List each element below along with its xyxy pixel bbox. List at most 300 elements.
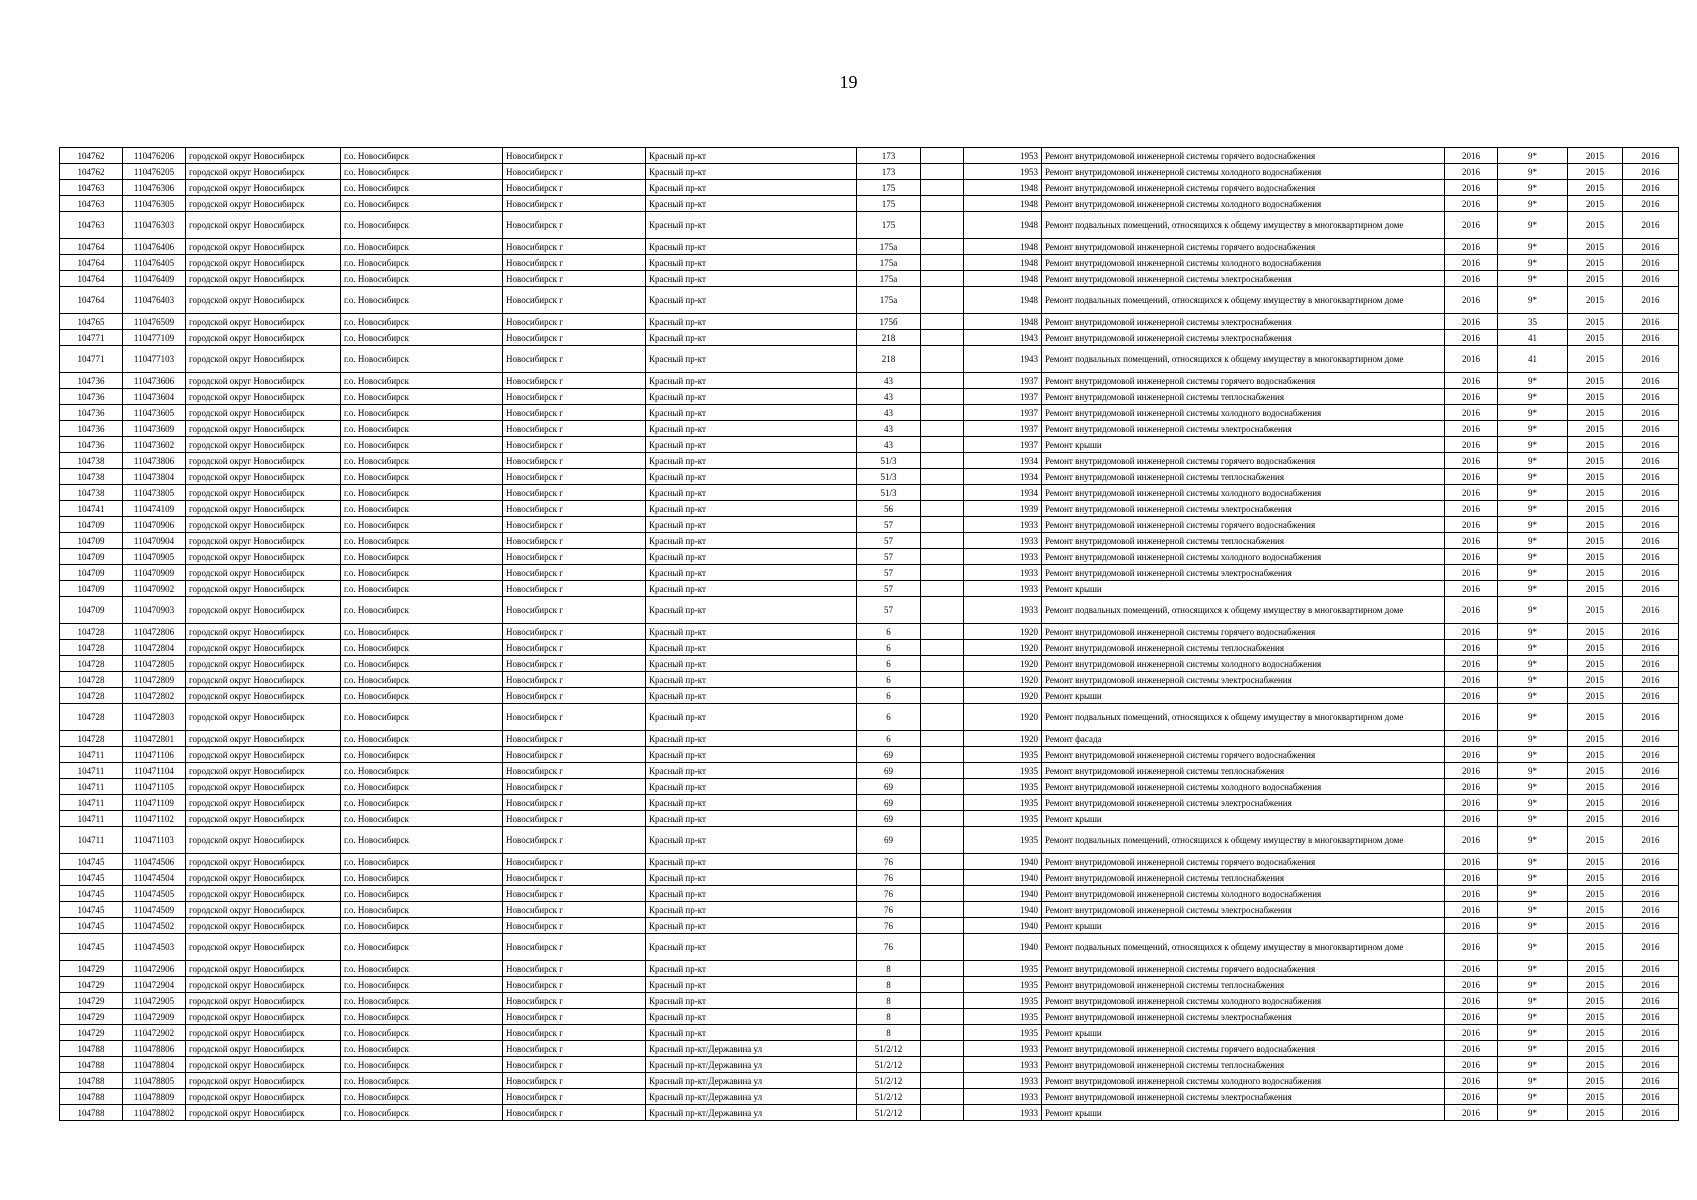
cell-street: Красный пр-кт bbox=[646, 533, 857, 549]
cell-work-id: 110473806 bbox=[123, 453, 186, 469]
cell-building bbox=[921, 779, 964, 795]
cell-building bbox=[921, 870, 964, 886]
cell-municipality: г.о. Новосибирск bbox=[341, 1057, 503, 1073]
cell-work-type: Ремонт внутридомовой инженерной системы холодного водоснабжения bbox=[1042, 405, 1445, 421]
cell-district: городской округ Новосибирск bbox=[186, 597, 341, 624]
cell-plan-year: 2016 bbox=[1445, 918, 1498, 934]
cell-work-id: 110473804 bbox=[123, 469, 186, 485]
cell-start-year: 2015 bbox=[1568, 565, 1623, 581]
cell-house-number: 57 bbox=[857, 581, 921, 597]
cell-start-year: 2015 bbox=[1568, 517, 1623, 533]
cell-priority: 9* bbox=[1498, 1041, 1568, 1057]
cell-work-type: Ремонт внутридомовой инженерной системы электроснабжения bbox=[1042, 565, 1445, 581]
cell-district: городской округ Новосибирск bbox=[186, 688, 341, 704]
cell-start-year: 2015 bbox=[1568, 1041, 1623, 1057]
cell-priority: 9* bbox=[1498, 779, 1568, 795]
cell-district: городской округ Новосибирск bbox=[186, 1073, 341, 1089]
table-row bbox=[60, 533, 1679, 549]
cell-settlement: Новосибирск г bbox=[503, 624, 646, 640]
cell-street: Красный пр-кт bbox=[646, 731, 857, 747]
cell-work-id: 110472909 bbox=[123, 1009, 186, 1025]
table-row bbox=[60, 581, 1679, 597]
cell-house-number: 57 bbox=[857, 517, 921, 533]
cell-municipality: г.о. Новосибирск bbox=[341, 918, 503, 934]
cell-municipality: г.о. Новосибирск bbox=[341, 346, 503, 373]
cell-municipality: г.о. Новосибирск bbox=[341, 688, 503, 704]
cell-street: Красный пр-кт bbox=[646, 405, 857, 421]
cell-priority: 9* bbox=[1498, 886, 1568, 902]
cell-house-id: 104711 bbox=[60, 795, 123, 811]
cell-house-number: 218 bbox=[857, 330, 921, 346]
cell-start-year: 2015 bbox=[1568, 453, 1623, 469]
table-row bbox=[60, 373, 1679, 389]
cell-plan-year: 2016 bbox=[1445, 148, 1498, 164]
cell-district: городской округ Новосибирск bbox=[186, 271, 341, 287]
cell-end-year: 2016 bbox=[1623, 902, 1679, 918]
cell-street: Красный пр-кт bbox=[646, 795, 857, 811]
cell-end-year: 2016 bbox=[1623, 1105, 1679, 1121]
table-row bbox=[60, 731, 1679, 747]
cell-work-type: Ремонт внутридомовой инженерной системы холодного водоснабжения bbox=[1042, 485, 1445, 501]
cell-street: Красный пр-кт bbox=[646, 314, 857, 330]
cell-municipality: г.о. Новосибирск bbox=[341, 314, 503, 330]
cell-district: городской округ Новосибирск bbox=[186, 977, 341, 993]
cell-end-year: 2016 bbox=[1623, 1025, 1679, 1041]
cell-district: городской округ Новосибирск bbox=[186, 196, 341, 212]
cell-district: городской округ Новосибирск bbox=[186, 993, 341, 1009]
cell-municipality: г.о. Новосибирск bbox=[341, 180, 503, 196]
cell-plan-year: 2016 bbox=[1445, 485, 1498, 501]
cell-work-id: 110470903 bbox=[123, 597, 186, 624]
cell-priority: 9* bbox=[1498, 977, 1568, 993]
cell-building bbox=[921, 597, 964, 624]
cell-house-id: 104762 bbox=[60, 164, 123, 180]
table-row bbox=[60, 934, 1679, 961]
cell-work-id: 110477103 bbox=[123, 346, 186, 373]
cell-municipality: г.о. Новосибирск bbox=[341, 164, 503, 180]
cell-work-id: 110478802 bbox=[123, 1105, 186, 1121]
cell-district: городской округ Новосибирск bbox=[186, 827, 341, 854]
cell-start-year: 2015 bbox=[1568, 533, 1623, 549]
cell-end-year: 2016 bbox=[1623, 330, 1679, 346]
cell-end-year: 2016 bbox=[1623, 886, 1679, 902]
cell-year-built: 1953 bbox=[964, 148, 1042, 164]
cell-settlement: Новосибирск г bbox=[503, 1105, 646, 1121]
cell-plan-year: 2016 bbox=[1445, 196, 1498, 212]
cell-start-year: 2015 bbox=[1568, 795, 1623, 811]
cell-street: Красный пр-кт bbox=[646, 485, 857, 501]
cell-work-type: Ремонт фасада bbox=[1042, 731, 1445, 747]
table-row bbox=[60, 1009, 1679, 1025]
cell-municipality: г.о. Новосибирск bbox=[341, 902, 503, 918]
cell-building bbox=[921, 549, 964, 565]
cell-priority: 9* bbox=[1498, 148, 1568, 164]
cell-building bbox=[921, 405, 964, 421]
cell-priority: 9* bbox=[1498, 485, 1568, 501]
cell-year-built: 1933 bbox=[964, 1041, 1042, 1057]
cell-municipality: г.о. Новосибирск bbox=[341, 485, 503, 501]
cell-street: Красный пр-кт bbox=[646, 656, 857, 672]
cell-end-year: 2016 bbox=[1623, 688, 1679, 704]
cell-house-number: 175 bbox=[857, 180, 921, 196]
cell-building bbox=[921, 827, 964, 854]
cell-work-type: Ремонт внутридомовой инженерной системы теплоснабжения bbox=[1042, 763, 1445, 779]
cell-house-number: 8 bbox=[857, 961, 921, 977]
cell-year-built: 1948 bbox=[964, 287, 1042, 314]
cell-work-type: Ремонт внутридомовой инженерной системы горячего водоснабжения bbox=[1042, 747, 1445, 763]
cell-work-type: Ремонт внутридомовой инженерной системы электроснабжения bbox=[1042, 1089, 1445, 1105]
cell-district: городской округ Новосибирск bbox=[186, 565, 341, 581]
table-row bbox=[60, 469, 1679, 485]
cell-settlement: Новосибирск г bbox=[503, 287, 646, 314]
table-row bbox=[60, 870, 1679, 886]
cell-building bbox=[921, 346, 964, 373]
cell-settlement: Новосибирск г bbox=[503, 1089, 646, 1105]
cell-building bbox=[921, 1025, 964, 1041]
cell-plan-year: 2016 bbox=[1445, 993, 1498, 1009]
table-row bbox=[60, 1089, 1679, 1105]
cell-settlement: Новосибирск г bbox=[503, 549, 646, 565]
cell-end-year: 2016 bbox=[1623, 993, 1679, 1009]
cell-work-id: 110471109 bbox=[123, 795, 186, 811]
cell-street: Красный пр-кт bbox=[646, 597, 857, 624]
cell-plan-year: 2016 bbox=[1445, 688, 1498, 704]
cell-building bbox=[921, 795, 964, 811]
cell-house-id: 104763 bbox=[60, 196, 123, 212]
cell-house-id: 104764 bbox=[60, 287, 123, 314]
cell-priority: 9* bbox=[1498, 672, 1568, 688]
cell-house-number: 43 bbox=[857, 389, 921, 405]
cell-district: городской округ Новосибирск bbox=[186, 421, 341, 437]
cell-street: Красный пр-кт bbox=[646, 640, 857, 656]
cell-plan-year: 2016 bbox=[1445, 565, 1498, 581]
cell-building bbox=[921, 640, 964, 656]
cell-work-id: 110471102 bbox=[123, 811, 186, 827]
cell-municipality: г.о. Новосибирск bbox=[341, 469, 503, 485]
cell-settlement: Новосибирск г bbox=[503, 1041, 646, 1057]
cell-work-id: 110474509 bbox=[123, 902, 186, 918]
cell-work-id: 110476509 bbox=[123, 314, 186, 330]
cell-building bbox=[921, 485, 964, 501]
cell-district: городской округ Новосибирск bbox=[186, 779, 341, 795]
cell-street: Красный пр-кт bbox=[646, 453, 857, 469]
cell-year-built: 1933 bbox=[964, 1105, 1042, 1121]
cell-year-built: 1935 bbox=[964, 747, 1042, 763]
cell-house-id: 104771 bbox=[60, 330, 123, 346]
cell-plan-year: 2016 bbox=[1445, 314, 1498, 330]
cell-house-number: 69 bbox=[857, 763, 921, 779]
cell-municipality: г.о. Новосибирск bbox=[341, 1073, 503, 1089]
cell-house-id: 104728 bbox=[60, 704, 123, 731]
cell-plan-year: 2016 bbox=[1445, 373, 1498, 389]
cell-priority: 9* bbox=[1498, 453, 1568, 469]
cell-house-id: 104729 bbox=[60, 1009, 123, 1025]
cell-start-year: 2015 bbox=[1568, 934, 1623, 961]
cell-district: городской округ Новосибирск bbox=[186, 581, 341, 597]
cell-work-type: Ремонт внутридомовой инженерной системы теплоснабжения bbox=[1042, 533, 1445, 549]
cell-year-built: 1940 bbox=[964, 918, 1042, 934]
cell-settlement: Новосибирск г bbox=[503, 421, 646, 437]
cell-settlement: Новосибирск г bbox=[503, 1073, 646, 1089]
cell-municipality: г.о. Новосибирск bbox=[341, 212, 503, 239]
cell-start-year: 2015 bbox=[1568, 672, 1623, 688]
cell-district: городской округ Новосибирск bbox=[186, 469, 341, 485]
cell-work-id: 110476206 bbox=[123, 148, 186, 164]
cell-settlement: Новосибирск г bbox=[503, 565, 646, 581]
cell-work-id: 110474505 bbox=[123, 886, 186, 902]
cell-end-year: 2016 bbox=[1623, 977, 1679, 993]
cell-plan-year: 2016 bbox=[1445, 469, 1498, 485]
cell-district: городской округ Новосибирск bbox=[186, 533, 341, 549]
cell-municipality: г.о. Новосибирск bbox=[341, 870, 503, 886]
cell-street: Красный пр-кт bbox=[646, 180, 857, 196]
cell-plan-year: 2016 bbox=[1445, 902, 1498, 918]
table-row bbox=[60, 239, 1679, 255]
cell-settlement: Новосибирск г bbox=[503, 854, 646, 870]
cell-house-id: 104738 bbox=[60, 485, 123, 501]
cell-settlement: Новосибирск г bbox=[503, 469, 646, 485]
cell-plan-year: 2016 bbox=[1445, 779, 1498, 795]
cell-end-year: 2016 bbox=[1623, 870, 1679, 886]
table-row bbox=[60, 565, 1679, 581]
table-row bbox=[60, 747, 1679, 763]
cell-district: городской округ Новосибирск bbox=[186, 672, 341, 688]
cell-work-id: 110472809 bbox=[123, 672, 186, 688]
cell-house-number: 175а bbox=[857, 287, 921, 314]
cell-end-year: 2016 bbox=[1623, 148, 1679, 164]
cell-work-id: 110473606 bbox=[123, 373, 186, 389]
cell-house-number: 69 bbox=[857, 795, 921, 811]
cell-settlement: Новосибирск г bbox=[503, 688, 646, 704]
cell-priority: 9* bbox=[1498, 255, 1568, 271]
cell-work-type: Ремонт внутридомовой инженерной системы электроснабжения bbox=[1042, 501, 1445, 517]
table-row bbox=[60, 501, 1679, 517]
cell-street: Красный пр-кт bbox=[646, 389, 857, 405]
cell-priority: 9* bbox=[1498, 196, 1568, 212]
cell-street: Красный пр-кт bbox=[646, 549, 857, 565]
cell-house-id: 104711 bbox=[60, 763, 123, 779]
cell-house-number: 51/2/12 bbox=[857, 1073, 921, 1089]
cell-house-id: 104745 bbox=[60, 870, 123, 886]
cell-house-number: 175а bbox=[857, 271, 921, 287]
cell-year-built: 1933 bbox=[964, 533, 1042, 549]
cell-year-built: 1935 bbox=[964, 977, 1042, 993]
cell-work-type: Ремонт внутридомовой инженерной системы теплоснабжения bbox=[1042, 977, 1445, 993]
cell-plan-year: 2016 bbox=[1445, 164, 1498, 180]
cell-house-id: 104711 bbox=[60, 827, 123, 854]
cell-work-type: Ремонт внутридомовой инженерной системы горячего водоснабжения bbox=[1042, 1041, 1445, 1057]
cell-plan-year: 2016 bbox=[1445, 405, 1498, 421]
cell-plan-year: 2016 bbox=[1445, 330, 1498, 346]
cell-work-id: 110471106 bbox=[123, 747, 186, 763]
cell-district: городской округ Новосибирск bbox=[186, 453, 341, 469]
cell-district: городской округ Новосибирск bbox=[186, 1057, 341, 1073]
cell-district: городской округ Новосибирск bbox=[186, 918, 341, 934]
cell-start-year: 2015 bbox=[1568, 148, 1623, 164]
cell-year-built: 1935 bbox=[964, 811, 1042, 827]
cell-start-year: 2015 bbox=[1568, 624, 1623, 640]
table-row bbox=[60, 389, 1679, 405]
cell-district: городской округ Новосибирск bbox=[186, 239, 341, 255]
cell-street: Красный пр-кт bbox=[646, 934, 857, 961]
cell-work-id: 110471104 bbox=[123, 763, 186, 779]
cell-settlement: Новосибирск г bbox=[503, 533, 646, 549]
cell-plan-year: 2016 bbox=[1445, 287, 1498, 314]
cell-start-year: 2015 bbox=[1568, 688, 1623, 704]
cell-end-year: 2016 bbox=[1623, 469, 1679, 485]
cell-start-year: 2015 bbox=[1568, 421, 1623, 437]
cell-district: городской округ Новосибирск bbox=[186, 1009, 341, 1025]
cell-work-id: 110470906 bbox=[123, 517, 186, 533]
cell-house-id: 104764 bbox=[60, 255, 123, 271]
cell-house-id: 104764 bbox=[60, 239, 123, 255]
cell-house-number: 6 bbox=[857, 624, 921, 640]
cell-work-type: Ремонт внутридомовой инженерной системы холодного водоснабжения bbox=[1042, 1073, 1445, 1089]
cell-work-type: Ремонт внутридомовой инженерной системы горячего водоснабжения bbox=[1042, 453, 1445, 469]
cell-end-year: 2016 bbox=[1623, 597, 1679, 624]
cell-house-number: 69 bbox=[857, 827, 921, 854]
cell-work-type: Ремонт внутридомовой инженерной системы холодного водоснабжения bbox=[1042, 164, 1445, 180]
cell-settlement: Новосибирск г bbox=[503, 961, 646, 977]
cell-municipality: г.о. Новосибирск bbox=[341, 148, 503, 164]
cell-work-id: 110476403 bbox=[123, 287, 186, 314]
cell-building bbox=[921, 672, 964, 688]
cell-house-number: 76 bbox=[857, 934, 921, 961]
cell-house-number: 218 bbox=[857, 346, 921, 373]
cell-start-year: 2015 bbox=[1568, 731, 1623, 747]
cell-municipality: г.о. Новосибирск bbox=[341, 993, 503, 1009]
cell-municipality: г.о. Новосибирск bbox=[341, 501, 503, 517]
cell-work-id: 110476409 bbox=[123, 271, 186, 287]
cell-priority: 9* bbox=[1498, 854, 1568, 870]
table-row bbox=[60, 854, 1679, 870]
cell-priority: 9* bbox=[1498, 640, 1568, 656]
cell-work-id: 110474503 bbox=[123, 934, 186, 961]
cell-priority: 9* bbox=[1498, 517, 1568, 533]
cell-work-id: 110472904 bbox=[123, 977, 186, 993]
table-row bbox=[60, 672, 1679, 688]
cell-end-year: 2016 bbox=[1623, 314, 1679, 330]
cell-district: городской округ Новосибирск bbox=[186, 255, 341, 271]
cell-year-built: 1948 bbox=[964, 255, 1042, 271]
cell-municipality: г.о. Новосибирск bbox=[341, 421, 503, 437]
table-row bbox=[60, 656, 1679, 672]
cell-end-year: 2016 bbox=[1623, 934, 1679, 961]
cell-plan-year: 2016 bbox=[1445, 1073, 1498, 1089]
cell-house-id: 104745 bbox=[60, 886, 123, 902]
cell-house-id: 104709 bbox=[60, 549, 123, 565]
cell-district: городской округ Новосибирск bbox=[186, 346, 341, 373]
cell-street: Красный пр-кт bbox=[646, 287, 857, 314]
cell-municipality: г.о. Новосибирск bbox=[341, 517, 503, 533]
cell-priority: 9* bbox=[1498, 271, 1568, 287]
cell-start-year: 2015 bbox=[1568, 255, 1623, 271]
cell-house-number: 175б bbox=[857, 314, 921, 330]
cell-street: Красный пр-кт bbox=[646, 517, 857, 533]
cell-priority: 9* bbox=[1498, 704, 1568, 731]
cell-year-built: 1933 bbox=[964, 1089, 1042, 1105]
cell-priority: 9* bbox=[1498, 811, 1568, 827]
page-number: 19 bbox=[839, 72, 858, 92]
cell-house-id: 104736 bbox=[60, 373, 123, 389]
cell-year-built: 1920 bbox=[964, 640, 1042, 656]
cell-street: Красный пр-кт bbox=[646, 811, 857, 827]
cell-municipality: г.о. Новосибирск bbox=[341, 453, 503, 469]
cell-work-type: Ремонт внутридомовой инженерной системы горячего водоснабжения bbox=[1042, 180, 1445, 196]
cell-start-year: 2015 bbox=[1568, 549, 1623, 565]
cell-start-year: 2015 bbox=[1568, 389, 1623, 405]
cell-street: Красный пр-кт bbox=[646, 977, 857, 993]
cell-house-id: 104745 bbox=[60, 934, 123, 961]
cell-street: Красный пр-кт bbox=[646, 704, 857, 731]
cell-work-id: 110478809 bbox=[123, 1089, 186, 1105]
cell-end-year: 2016 bbox=[1623, 196, 1679, 212]
cell-work-type: Ремонт крыши bbox=[1042, 688, 1445, 704]
cell-municipality: г.о. Новосибирск bbox=[341, 287, 503, 314]
cell-end-year: 2016 bbox=[1623, 405, 1679, 421]
cell-district: городской округ Новосибирск bbox=[186, 704, 341, 731]
cell-start-year: 2015 bbox=[1568, 704, 1623, 731]
cell-priority: 9* bbox=[1498, 747, 1568, 763]
cell-end-year: 2016 bbox=[1623, 854, 1679, 870]
cell-district: городской округ Новосибирск bbox=[186, 501, 341, 517]
cell-plan-year: 2016 bbox=[1445, 886, 1498, 902]
cell-settlement: Новосибирск г bbox=[503, 196, 646, 212]
cell-year-built: 1934 bbox=[964, 469, 1042, 485]
cell-priority: 9* bbox=[1498, 389, 1568, 405]
cell-settlement: Новосибирск г bbox=[503, 314, 646, 330]
cell-district: городской округ Новосибирск bbox=[186, 148, 341, 164]
cell-priority: 9* bbox=[1498, 1089, 1568, 1105]
cell-work-id: 110474502 bbox=[123, 918, 186, 934]
cell-work-type: Ремонт внутридомовой инженерной системы электроснабжения bbox=[1042, 795, 1445, 811]
cell-plan-year: 2016 bbox=[1445, 1089, 1498, 1105]
cell-priority: 9* bbox=[1498, 688, 1568, 704]
cell-street: Красный пр-кт bbox=[646, 1009, 857, 1025]
cell-priority: 9* bbox=[1498, 501, 1568, 517]
cell-house-number: 175а bbox=[857, 255, 921, 271]
cell-house-id: 104728 bbox=[60, 731, 123, 747]
cell-work-type: Ремонт крыши bbox=[1042, 811, 1445, 827]
cell-work-id: 110472906 bbox=[123, 961, 186, 977]
cell-year-built: 1953 bbox=[964, 164, 1042, 180]
cell-year-built: 1940 bbox=[964, 902, 1042, 918]
cell-settlement: Новосибирск г bbox=[503, 453, 646, 469]
cell-district: городской округ Новосибирск bbox=[186, 624, 341, 640]
cell-municipality: г.о. Новосибирск bbox=[341, 549, 503, 565]
cell-year-built: 1934 bbox=[964, 485, 1042, 501]
cell-municipality: г.о. Новосибирск bbox=[341, 1025, 503, 1041]
cell-year-built: 1948 bbox=[964, 314, 1042, 330]
cell-work-id: 110471103 bbox=[123, 827, 186, 854]
cell-year-built: 1948 bbox=[964, 180, 1042, 196]
cell-year-built: 1935 bbox=[964, 795, 1042, 811]
table-row bbox=[60, 148, 1679, 164]
cell-settlement: Новосибирск г bbox=[503, 870, 646, 886]
cell-work-id: 110477109 bbox=[123, 330, 186, 346]
cell-municipality: г.о. Новосибирск bbox=[341, 961, 503, 977]
cell-start-year: 2015 bbox=[1568, 854, 1623, 870]
cell-house-number: 6 bbox=[857, 640, 921, 656]
cell-work-id: 110476405 bbox=[123, 255, 186, 271]
cell-plan-year: 2016 bbox=[1445, 501, 1498, 517]
cell-street: Красный пр-кт/Державина ул bbox=[646, 1041, 857, 1057]
cell-building bbox=[921, 811, 964, 827]
cell-building bbox=[921, 239, 964, 255]
cell-start-year: 2015 bbox=[1568, 656, 1623, 672]
cell-building bbox=[921, 656, 964, 672]
cell-work-type: Ремонт внутридомовой инженерной системы электроснабжения bbox=[1042, 1009, 1445, 1025]
